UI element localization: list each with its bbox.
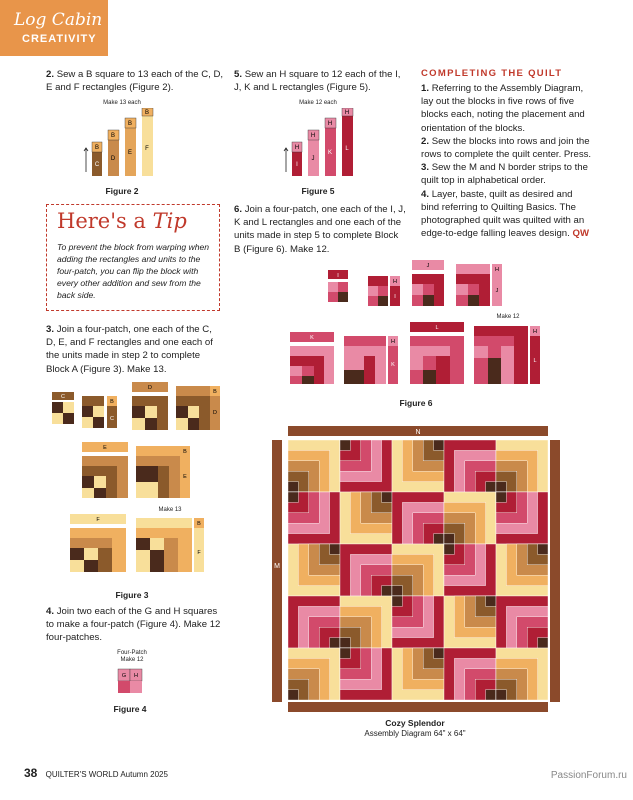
label-b: B (213, 389, 217, 395)
tip-text: To prevent the block from warping when adding the rectangles and units to the four-patch, you can flip the block with every other addition and sew from the back side. (57, 242, 210, 300)
block-a (444, 596, 496, 648)
log-strip (382, 492, 392, 502)
log-strip (434, 534, 444, 544)
label-k: K (327, 150, 333, 156)
label-c: C (94, 162, 100, 168)
block-b (288, 596, 340, 648)
label-f: F (145, 146, 149, 152)
block-b-step-ih (368, 276, 400, 306)
completing-steps (421, 82, 593, 240)
log-strip (486, 482, 496, 492)
label-h: H (533, 329, 537, 335)
page-footer (24, 766, 168, 780)
label-k: K (310, 335, 314, 341)
block-b (444, 544, 496, 596)
figure2-caption: Figure 2 (105, 186, 139, 196)
assembly-title: Cozy Splendor (385, 718, 445, 728)
label-b4: B (144, 110, 150, 116)
label-b: B (183, 449, 187, 455)
figure5-caption: Figure 5 (301, 186, 335, 196)
figure2-note: Make 13 each (103, 100, 141, 106)
label-j: J (495, 288, 499, 294)
step-number: 6. (234, 204, 243, 215)
log-strip (496, 482, 506, 492)
block-b (340, 544, 392, 596)
label-h: H (134, 673, 138, 679)
label-d: D (213, 410, 217, 416)
label-b1: B (94, 145, 100, 151)
block-a (496, 648, 548, 700)
tip-title-main: Here's a (57, 209, 146, 233)
figure4-diagram (116, 667, 146, 695)
label-m: M (274, 563, 280, 570)
label-b: B (197, 521, 201, 527)
block-a (340, 596, 392, 648)
log-strip (496, 690, 506, 700)
label-l: L (345, 146, 349, 152)
label-l: L (533, 358, 537, 364)
block-b-step-k (290, 332, 334, 384)
log-strip (538, 638, 548, 648)
figure3-note: Make 13 (158, 507, 182, 513)
brand-corner (0, 0, 108, 56)
section-heading: COMPLETING THE QUILT (421, 68, 563, 79)
label-c: C (110, 416, 114, 422)
step-number: 5. (234, 69, 243, 80)
label-h: H (391, 339, 395, 345)
step-text: Sew a B square to 13 each of the C, D, E and F rectangles (Figure 2). (46, 69, 224, 94)
log-strip (392, 596, 402, 606)
block-a (444, 492, 496, 544)
log-strip (382, 586, 392, 596)
assembly-diagram (268, 424, 568, 714)
completing-step2: 2. Sew the blocks into rows and join the rows to complete the quilt center. Press. (421, 135, 592, 161)
step-number: 3. (46, 324, 55, 335)
section-logo-caps: CREATIVITY (22, 33, 97, 45)
label-f: F (197, 550, 201, 556)
label-e: E (183, 474, 187, 480)
block-a (496, 544, 548, 596)
block-b-step-jh (456, 264, 502, 306)
issue-name: Autumn 2025 (120, 770, 168, 779)
watermark: PassionForum.ru (550, 770, 627, 781)
label-f: F (96, 517, 100, 523)
tip-title-script: Tip (152, 209, 187, 233)
label-h1: H (294, 145, 300, 151)
block-a (392, 648, 444, 700)
label-h4: H (344, 110, 350, 116)
figure4-caption: Figure 4 (113, 704, 147, 714)
label-b3: B (127, 121, 133, 127)
label-h: H (393, 279, 397, 285)
block-b (340, 648, 392, 700)
block-b (392, 492, 444, 544)
figure3-diagram (44, 378, 224, 588)
section-logo-script: Log Cabin (14, 10, 103, 30)
completing-step3: 3. Sew the M and N border strips to the quilt top in alphabetical order. (421, 162, 588, 187)
qw-endmark: QW (572, 228, 590, 240)
label-d: D (148, 385, 152, 391)
block-b (392, 596, 444, 648)
log-strip (538, 544, 548, 554)
block-a (392, 440, 444, 492)
step-text: Join a four-patch, one each of the I, J, K and L rectangles and one each of the units made in step 5 to complete Block B (Figure 6). Make 12. (234, 204, 406, 255)
step-text: Sew an H square to 12 each of the I, J, K and L rectangles (Figure 5). (234, 69, 401, 94)
block-b-step-l (410, 322, 464, 384)
step5-paragraph (234, 68, 406, 94)
log-strip (444, 534, 454, 544)
label-l: L (435, 325, 439, 331)
tip-title (57, 209, 187, 233)
border-m-left (272, 440, 282, 702)
label-b: B (110, 399, 114, 405)
block-step-f (70, 514, 126, 572)
block-b (444, 648, 496, 700)
page-number: 38 (24, 766, 38, 780)
log-strip (496, 492, 506, 502)
figure4-note1: Four-Patch (117, 650, 147, 656)
log-strip (392, 586, 402, 596)
label-i: I (296, 162, 298, 168)
label-i: I (394, 294, 396, 300)
step-text: Join two each of the G and H squares to make a four-patch (Figure 4). Make 12 four-patches. (46, 606, 221, 644)
block-a (340, 492, 392, 544)
quilt-center (288, 440, 548, 700)
block-step-cb (82, 396, 117, 428)
step4-paragraph (46, 605, 224, 645)
label-g: G (121, 673, 127, 679)
block-a (288, 440, 340, 492)
log-strip (330, 638, 340, 648)
log-strip (288, 492, 298, 502)
block-b-step-i (328, 270, 348, 302)
label-j: J (426, 263, 430, 269)
label-n: N (415, 429, 421, 436)
block-b (496, 596, 548, 648)
press-arrow (284, 148, 288, 172)
log-strip (340, 638, 350, 648)
log-strip (340, 648, 350, 658)
block-step-db-2 (176, 386, 220, 430)
figure5-note: Make 12 each (299, 100, 337, 106)
label-h: H (495, 267, 499, 273)
figure6-caption: Figure 6 (399, 398, 433, 408)
log-strip (486, 690, 496, 700)
step6-paragraph (234, 203, 406, 256)
completing-step4: 4. Layer, baste, quilt as desired and bind referring to Quilting Basics. The photographed quilt was quilted with an edge-to-edge falling leaves design. QW (421, 188, 590, 240)
block-a (496, 440, 548, 492)
block-step-f-2 (136, 518, 204, 572)
label-h2: H (310, 133, 316, 139)
assembly-subtitle: Assembly Diagram 64" x 64" (364, 729, 466, 738)
border-m-right (550, 440, 560, 702)
four-patch (52, 402, 74, 424)
step2-paragraph (46, 68, 224, 94)
label-j: J (311, 156, 315, 162)
label-c: C (61, 394, 65, 400)
block-step-e (82, 442, 128, 498)
label-h3: H (327, 121, 333, 127)
label-d: D (110, 156, 116, 162)
figure2-diagram (82, 108, 162, 178)
magazine-name: QUILTER'S WORLD (45, 770, 119, 779)
step3-paragraph (46, 323, 224, 376)
block-b-step-lh (474, 326, 540, 384)
block-a (288, 544, 340, 596)
step-number: 4. (46, 606, 55, 617)
label-e: E (103, 445, 107, 451)
label-b2: B (110, 133, 116, 139)
figure5-diagram (282, 108, 362, 178)
label-e: E (127, 150, 133, 156)
block-a (288, 648, 340, 700)
block-a (392, 544, 444, 596)
step-number: 2. (46, 69, 55, 80)
block-b (340, 440, 392, 492)
figure3-caption: Figure 3 (115, 590, 149, 600)
figure4-note2: Make 12 (120, 657, 144, 663)
block-b-step-j (412, 260, 444, 306)
log-strip (444, 544, 454, 554)
log-strip (288, 690, 298, 700)
completing-step1: 1. Referring to the Assembly Diagram, lay out the blocks in five rows of five blocks each, noting the placement and orientation of the blocks. (421, 83, 585, 134)
log-strip (486, 596, 496, 606)
log-strip (288, 482, 298, 492)
log-strip (340, 440, 350, 450)
block-step-db (132, 382, 168, 430)
border-n-bottom (288, 702, 548, 712)
label-i: I (337, 273, 339, 279)
block-b (444, 440, 496, 492)
step-text: Join a four-patch, one each of the C, D, E, and F rectangles and one each of the units made in step 2 to complete Block A (Figure 3). Make 13. (46, 324, 213, 375)
figure6-diagram (284, 258, 554, 388)
log-strip (330, 544, 340, 554)
log-strip (434, 440, 444, 450)
log-strip (434, 648, 444, 658)
block-b (288, 492, 340, 544)
figure6-note: Make 12 (496, 314, 520, 320)
block-b-step-kh (344, 336, 398, 384)
tip-box (46, 204, 220, 311)
press-arrow (84, 148, 88, 172)
block-step-e-2 (136, 446, 190, 498)
block-b (496, 492, 548, 544)
label-k: K (391, 362, 395, 368)
